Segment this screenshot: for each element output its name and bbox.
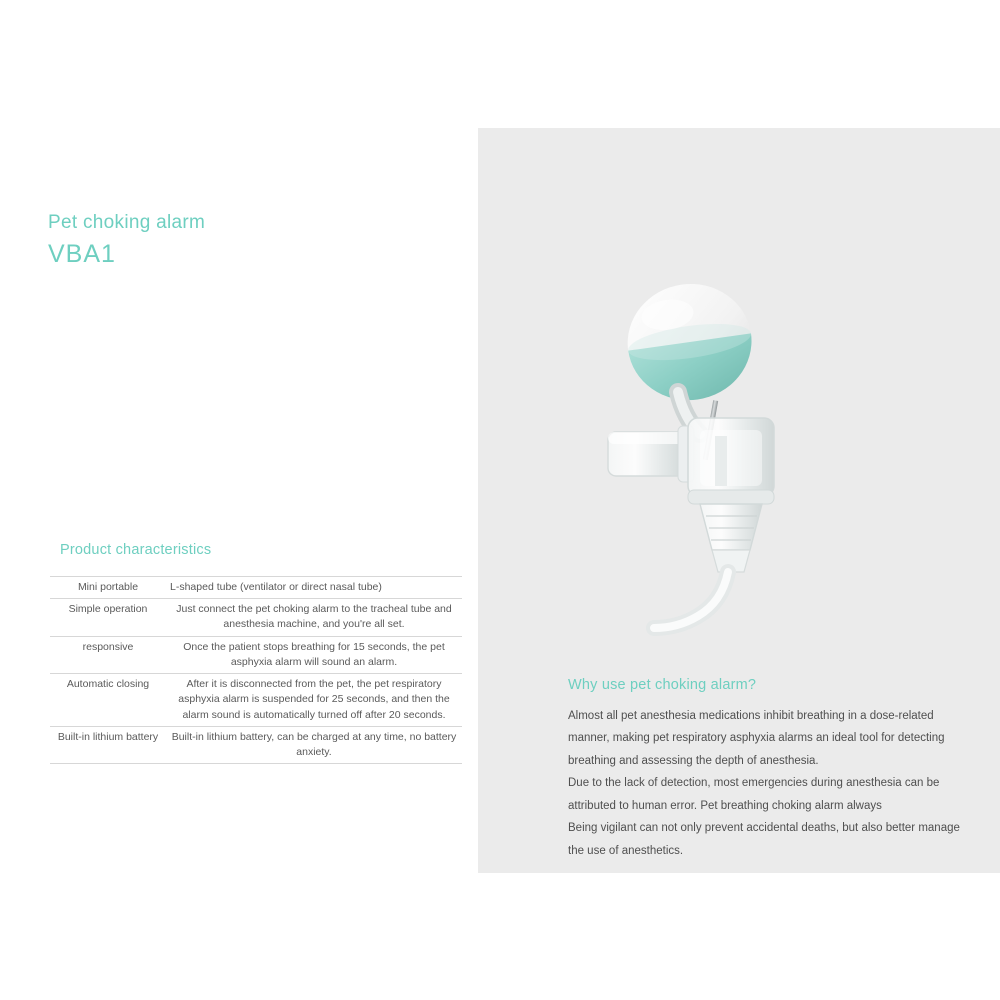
table-row — [50, 726, 462, 763]
spec-term: Mini portable — [50, 577, 166, 599]
product-characteristics-table — [50, 576, 462, 764]
product-characteristics-heading: Product characteristics — [60, 542, 212, 558]
why-paragraph: Almost all pet anesthesia medications inhibit breathing in a dose-related manner, making pet respiratory asphyxia alarms an ideal tool for detecting breathing and assessing the depth of anesthesia. — [568, 710, 945, 767]
product-model: VBA1 — [48, 240, 116, 268]
spec-term: Built-in lithium battery — [50, 726, 166, 763]
spec-term: Automatic closing — [50, 674, 166, 727]
product-photo — [560, 250, 940, 650]
spec-desc: Once the patient stops breathing for 15 seconds, the pet asphyxia alarm will sound an alarm. — [166, 636, 462, 673]
why-use-heading: Why use pet choking alarm? — [568, 677, 757, 693]
spec-desc: Built-in lithium battery, can be charged at any time, no battery anxiety. — [166, 726, 462, 763]
why-use-body — [568, 705, 968, 862]
spec-desc: L-shaped tube (ventilator or direct nasal tube) — [166, 577, 462, 599]
spec-desc: After it is disconnected from the pet, the pet respiratory asphyxia alarm is suspended for 25 seconds, and then the alarm sound is automatically turned off after 20 seconds. — [166, 674, 462, 727]
spec-term: Simple operation — [50, 599, 166, 636]
table-row — [50, 674, 462, 727]
page-title: Pet choking alarm — [48, 212, 206, 233]
table-row — [50, 577, 462, 599]
spec-desc: Just connect the pet choking alarm to the tracheal tube and anesthesia machine, and you're all set. — [166, 599, 462, 636]
why-paragraph: Due to the lack of detection, most emergencies during anesthesia can be attributed to human error. Pet breathing choking alarm always — [568, 777, 940, 812]
table-row — [50, 636, 462, 673]
why-paragraph: Being vigilant can not only prevent accidental deaths, but also better manage the use of anesthetics. — [568, 822, 960, 857]
table-row — [50, 599, 462, 636]
spec-term: responsive — [50, 636, 166, 673]
